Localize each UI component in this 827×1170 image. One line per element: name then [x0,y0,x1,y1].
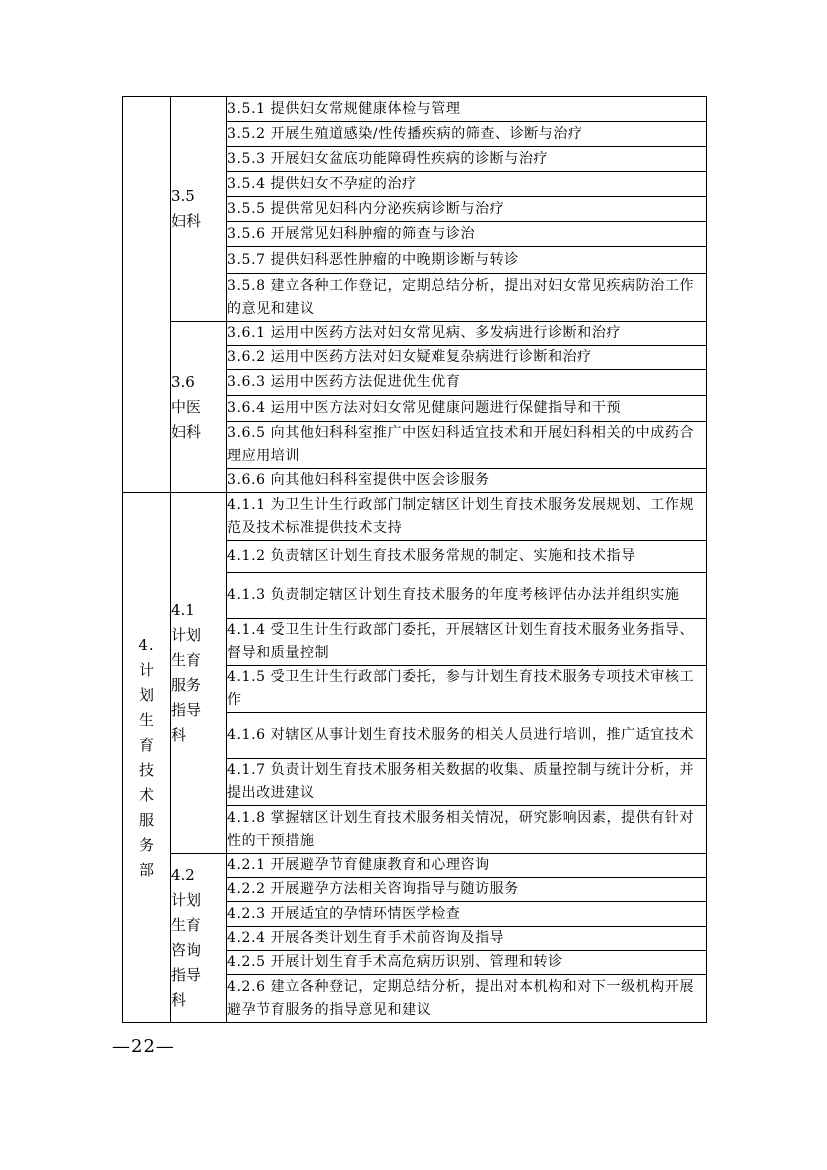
department-label-line: 4. [138,635,155,654]
duty-item-cell: 4.1.1 为卫生计生行政部门制定辖区计划生育技术服务发展规划、工作规范及技术标准提供技术支持 [227,493,707,541]
section-label-line: 中医 [171,397,202,416]
department-label-line: 育 [138,735,154,754]
duty-item-cell: 3.5.6 开展常见妇科肿瘤的筛查与诊治 [227,222,707,247]
duty-item-cell: 3.5.2 开展生殖道感染/性传播疾病的筛查、诊断与治疗 [227,122,707,147]
duty-item-cell: 4.2.6 建立各种登记，定期总结分析，提出对本机构和对下一级机构开展避孕节育服务的指导意见和建议 [227,975,707,1023]
department-label-line: 划 [138,685,154,704]
table-body [123,97,707,1023]
department-label-line: 术 [138,785,154,804]
section-label-line: 3.6 [171,372,195,391]
duty-item-cell: 4.2.1 开展避孕节育健康教育和心理咨询 [227,854,707,878]
duty-item-cell: 3.6.4 运用中医方法对妇女常见健康问题进行保健指导和干预 [227,396,707,422]
responsibility-table [122,96,707,1023]
table-row [123,493,707,541]
department-label-line: 生 [138,710,154,729]
section-cell [171,97,227,322]
duty-item-cell: 4.1.3 负责制定辖区计划生育技术服务的年度考核评估办法并组织实施 [227,573,707,619]
duty-item-cell: 4.2.3 开展适宜的孕情环情医学检查 [227,902,707,927]
section-label-line: 3.5 [171,187,195,205]
duty-item-cell: 3.5.5 提供常见妇科内分泌疾病诊断与治疗 [227,197,707,222]
duty-item-cell: 3.6.2 运用中医药方法对妇女疑难复杂病进行诊断和治疗 [227,346,707,370]
duty-item-cell: 4.1.2 负责辖区计划生育技术服务常规的制定、实施和技术指导 [227,541,707,573]
table-row [123,322,707,346]
table-row [123,854,707,878]
section-cell [171,854,227,1023]
duty-item-cell: 4.1.7 负责计划生育技术服务相关数据的收集、质量控制与统计分析，并提出改进建议 [227,759,707,806]
section-label-line: 生育 [171,651,202,669]
department-label-line: 部 [138,860,154,879]
duty-item-cell: 3.5.3 开展妇女盆底功能障碍性疾病的诊断与治疗 [227,147,707,172]
department-label-line: 务 [138,835,154,854]
department-cell [123,97,171,493]
section-label-line: 妇科 [171,422,202,441]
section-label-line: 服务 [171,676,202,694]
table-row [123,97,707,122]
section-label-line: 指导 [171,966,202,984]
duty-item-cell: 4.1.8 掌握辖区计划生育技术服务相关情况，研究影响因素，提供有针对性的干预措施 [227,806,707,854]
duty-item-cell: 4.2.2 开展避孕方法相关咨询指导与随访服务 [227,878,707,902]
duty-item-cell: 3.5.1 提供妇女常规健康体检与管理 [227,97,707,122]
department-label-line: 服 [138,810,154,829]
duty-item-cell: 4.1.4 受卫生计生行政部门委托，开展辖区计划生育技术服务业务指导、督导和质量控制 [227,619,707,666]
duty-item-cell: 3.6.3 运用中医药方法促进优生优育 [227,370,707,396]
page-number: —22— [112,1036,175,1057]
department-label-line: 技 [138,760,154,779]
duty-item-cell: 4.2.5 开展计划生育手术高危病历识别、管理和转诊 [227,951,707,975]
duty-item-cell: 3.6.1 运用中医药方法对妇女常见病、多发病进行诊断和治疗 [227,322,707,346]
department-label-line: 计 [138,660,154,679]
section-label-line: 咨询 [171,941,202,959]
duty-item-cell: 3.6.6 向其他妇科科室提供中医会诊服务 [227,469,707,493]
duty-item-cell: 4.1.5 受卫生计生行政部门委托，参与计划生育技术服务专项技术审核工作 [227,666,707,713]
duty-item-cell: 3.5.7 提供妇科恶性肿瘤的中晚期诊断与转诊 [227,247,707,274]
section-label-line: 4.2 [171,866,195,884]
duty-item-cell: 4.1.6 对辖区从事计划生育技术服务的相关人员进行培训，推广适宜技术 [227,713,707,759]
department-cell [123,493,171,1023]
duty-item-cell: 3.5.4 提供妇女不孕症的治疗 [227,172,707,197]
section-label-line: 计划 [171,891,202,909]
section-label-line: 指导 [171,701,202,719]
section-label-line: 生育 [171,916,202,934]
duty-item-cell: 4.2.4 开展各类计划生育手术前咨询及指导 [227,927,707,951]
section-label-line: 科 [171,726,187,744]
section-label-line: 妇科 [171,212,202,230]
duty-item-cell: 3.5.8 建立各种工作登记，定期总结分析，提出对妇女常见疾病防治工作的意见和建议 [227,274,707,322]
section-cell [171,493,227,854]
section-label-line: 科 [171,991,187,1009]
duty-item-cell: 3.6.5 向其他妇科科室推广中医妇科适宜技术和开展妇科相关的中成药合理应用培训 [227,422,707,469]
section-cell [171,322,227,493]
section-label-line: 计划 [171,626,202,644]
section-label-line: 4.1 [171,601,195,619]
